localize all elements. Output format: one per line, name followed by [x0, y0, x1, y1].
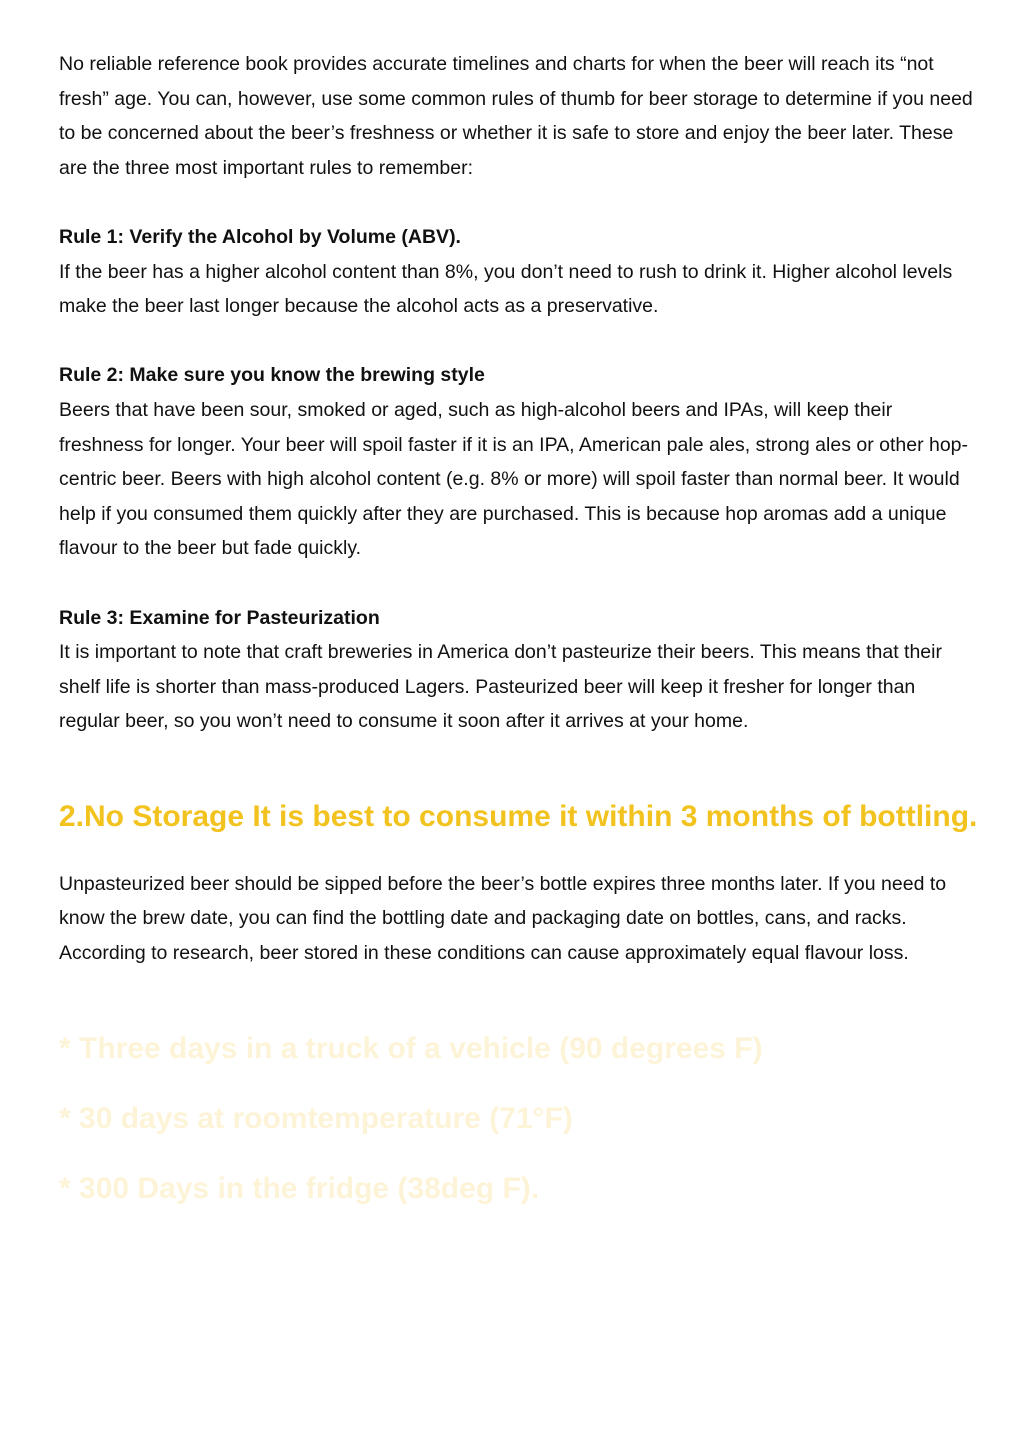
rule-1-title: Rule 1: Verify the Alcohol by Volume (ABV). — [59, 225, 461, 248]
spacer — [59, 566, 979, 601]
rule-2 — [59, 358, 979, 566]
rule-1 — [59, 220, 979, 324]
spacer — [59, 185, 979, 220]
spacer — [59, 971, 979, 1029]
bullet-fridge: * 300 Days in the fridge (38deg F). — [59, 1171, 540, 1205]
spacer — [59, 739, 979, 795]
rule-2-title: Rule 2: Make sure you know the brewing style — [59, 364, 485, 387]
rule-3-title: Rule 3: Examine for Pasteurization — [59, 606, 380, 629]
storage-bullet-list — [59, 1029, 979, 1209]
rule-3-body: It is important to note that craft breweries in America don’t pasteurize their beers. This means that their shelf life is shorter than mass-produced Lagers. Pasteurized beer will keep it fresher for longer than regular beer, so you won’t need to consume it soon after it arrives at your home. — [59, 641, 942, 733]
spacer — [59, 1139, 979, 1169]
spacer — [59, 839, 979, 867]
spacer — [59, 1069, 979, 1099]
bullet-room-temperature: * 30 days at roomtemperature (71°F) — [59, 1101, 573, 1135]
rule-3 — [59, 601, 979, 739]
bullet-truck: * Three days in a truck of a vehicle (90 degrees F) — [59, 1031, 763, 1065]
article — [59, 47, 979, 1209]
spacer — [59, 324, 979, 359]
rule-1-body: If the beer has a higher alcohol content than 8%, you don’t need to rush to drink it. Higher alcohol levels make the beer last longer because the alcohol acts as a preservative. — [59, 260, 953, 318]
section-2-body: Unpasteurized beer should be sipped before the beer’s bottle expires three months later. If you need to know the brew date, you can find the bottling date and packaging date on bottles, cans, and racks. According to research, beer stored in these conditions can cause approximately equal flavour loss. — [59, 872, 947, 965]
section-2-heading: 2.No Storage It is best to consume it within 3 months of bottling. — [59, 799, 978, 833]
intro-paragraph: No reliable reference book provides accurate timelines and charts for when the beer will reach its “not fresh” age. You can, however, use some common rules of thumb for beer storage to determine if you need to be concerned about the beer’s freshness or whether it is safe to store and enjoy the beer later. These are the three most important rules to remember: — [59, 53, 973, 179]
rule-2-body: Beers that have been sour, smoked or aged, such as high-alcohol beers and IPAs, will keep their freshness for longer. Your beer will spoil faster if it is an IPA, American pale ales, strong ales or other hop-centric beer. Beers with high alcohol content (e.g. 8% or more) will spoil faster than normal beer. It would help if you consumed them quickly after they are purchased. This is because hop aromas add a unique flavour to the beer but fade quickly. — [59, 398, 969, 560]
